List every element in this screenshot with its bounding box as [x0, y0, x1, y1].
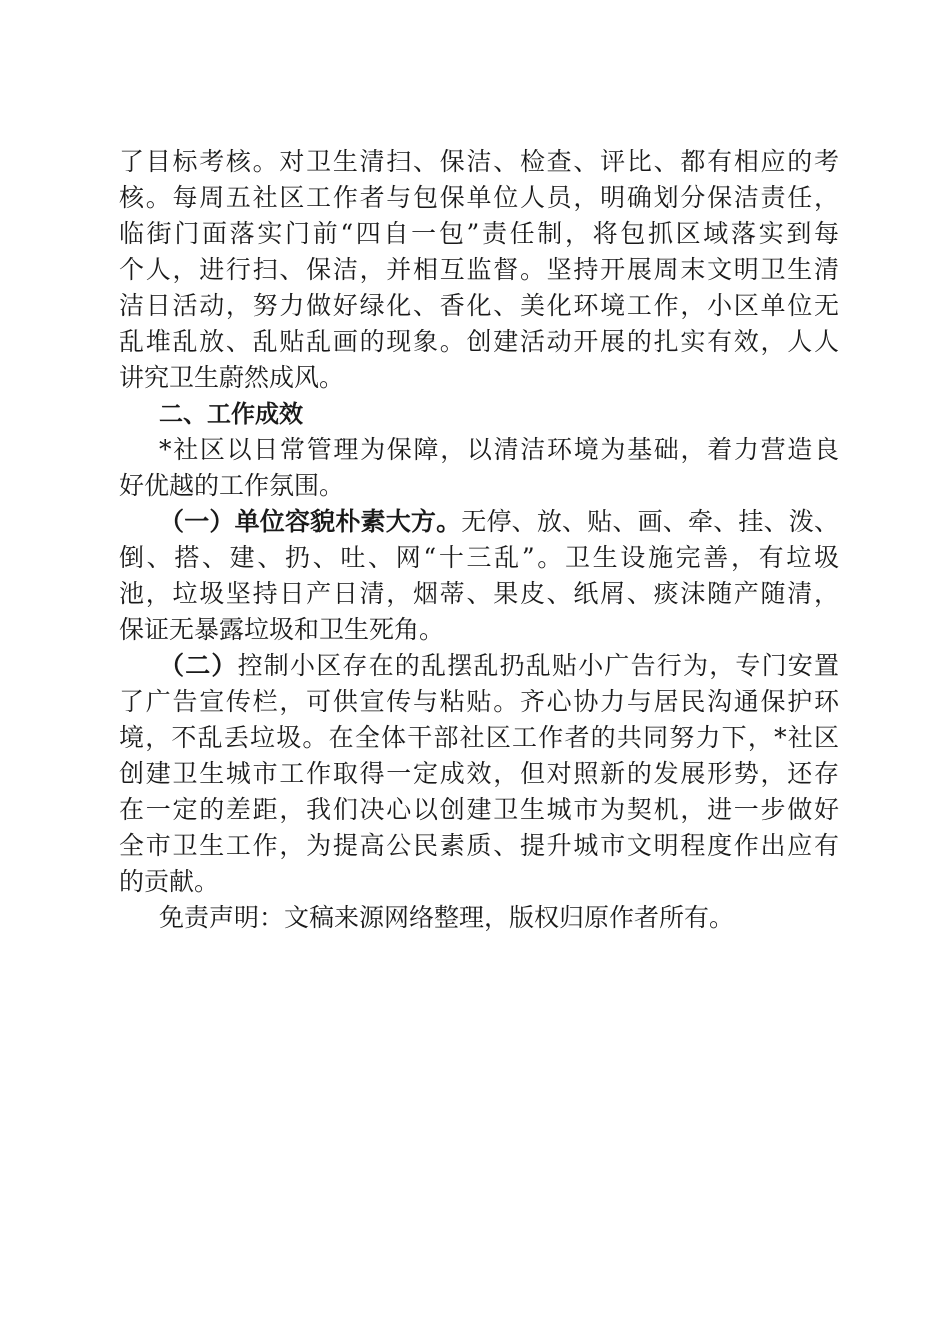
text-line: 好优越的工作氛围。 — [119, 471, 345, 500]
paragraph-2 — [119, 432, 839, 504]
text-line: *社区以日常管理为保障，以清洁环境为基础，着力营造良 — [159, 435, 839, 464]
text-line: 乱堆乱放、乱贴乱画的现象。创建活动开展的扎实有效，人人 — [119, 327, 839, 356]
text-line: 临街门面落实门前“四自一包”责任制，将包抓区域落实到每 — [119, 219, 839, 248]
text-line: 的贡献。 — [119, 867, 220, 896]
section-heading: 二、工作成效 — [159, 400, 303, 428]
text-line: 个人，进行扫、保洁，并相互监督。坚持开展周末文明卫生清 — [119, 255, 839, 284]
disclaimer: 免责声明：文稿来源网络整理，版权归原作者所有。 — [159, 903, 735, 932]
text-line: 全市卫生工作，为提高公民素质、提升城市文明程度作出应有 — [119, 831, 839, 860]
text-line: 倒、搭、建、扔、吐、网“十三乱”。卫生设施完善，有垃圾 — [119, 543, 839, 572]
text-line: 了目标考核。对卫生清扫、保洁、检查、评比、都有相应的考 — [119, 147, 839, 176]
text-fragment: 控制小区存在的乱摆乱扔乱贴小广告行为，专门安置 — [237, 651, 839, 680]
paragraph-3 — [119, 504, 839, 648]
text-fragment: 无停、放、贴、画、牵、挂、泼、 — [461, 507, 839, 536]
text-line: 在一定的差距，我们决心以创建卫生城市为契机，进一步做好 — [119, 795, 839, 824]
text-line: 池，垃圾坚持日产日清，烟蒂、果皮、纸屑、痰沫随产随清， — [119, 579, 839, 608]
subheading-lead: （一）单位容貌朴素大方。 — [159, 507, 462, 536]
text-line: 讲究卫生蔚然成风。 — [119, 363, 345, 392]
text-line: 境，不乱丢垃圾。在全体干部社区工作者的共同努力下，*社区 — [119, 723, 839, 752]
paragraph-4 — [119, 648, 839, 900]
paragraph-1 — [119, 144, 839, 396]
text-line — [119, 648, 839, 684]
text-line: 核。每周五社区工作者与包保单位人员，明确划分保洁责任， — [119, 183, 839, 212]
text-line: 创建卫生城市工作取得一定成效，但对照新的发展形势，还存 — [119, 759, 839, 788]
text-line: 了广告宣传栏，可供宣传与粘贴。齐心协力与居民沟通保护环 — [119, 687, 839, 716]
document-body — [119, 144, 839, 936]
text-line: 保证无暴露垃圾和卫生死角。 — [119, 615, 445, 644]
text-line — [119, 504, 839, 540]
subheading-lead: （二） — [159, 651, 238, 680]
text-line: 洁日活动，努力做好绿化、香化、美化环境工作，小区单位无 — [119, 291, 839, 320]
